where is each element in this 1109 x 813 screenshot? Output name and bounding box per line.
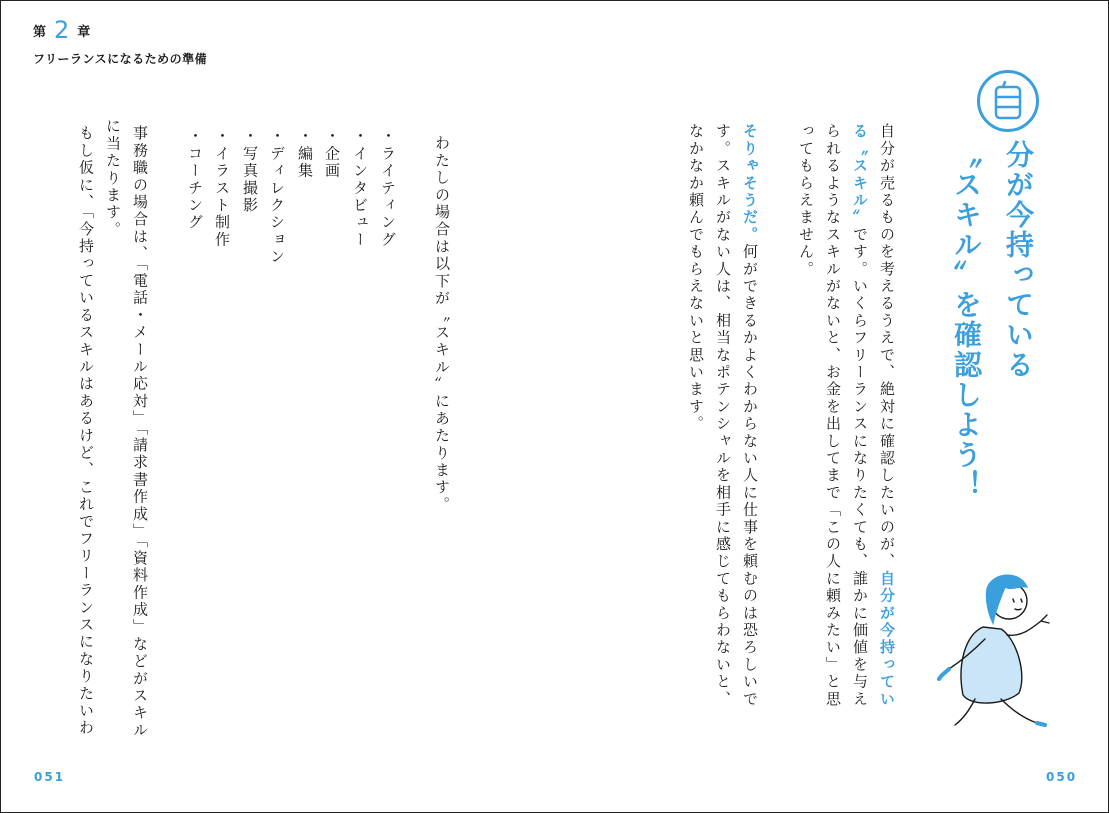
paragraph-1-highlight: 自分が今持っている〝スキル〟 (851, 123, 896, 708)
paragraph-2-highlight: そりゃそうだ。 (741, 123, 759, 244)
skill-item: ・ディレクション (268, 128, 286, 266)
paragraph-3-line-1: 事務職の場合は、「電話・メール応対」「請求書作成」「資料作成」などがスキル (131, 125, 149, 739)
chapter-suffix: 章 (77, 24, 91, 40)
chapter-prefix: 第 (33, 24, 47, 40)
skill-item: ・写真撮影 (241, 128, 259, 214)
skill-item: ・イラスト制作 (213, 128, 231, 249)
intro-sentence: わたしの場合は以下が〝スキル〟にあたります。 (433, 135, 451, 514)
paragraph-3-line-2: に当たります。 (104, 118, 122, 239)
running-girl-illustration (935, 565, 1055, 745)
paragraph-1-text-a: 自分が売るものを考えるうえで、絶対に確認したいのが、 (878, 123, 896, 571)
skill-item: ・編集 (296, 128, 314, 180)
chapter-number: 2 (54, 16, 70, 44)
section-heading-line2: 〝スキル〟を確認しよう！ (950, 140, 983, 500)
section-badge-icon (977, 70, 1039, 132)
paragraph-1-text-b: です。いくらフリーランスになりたくても、誰かに価値を与えられるようなスキルがないと、お金を出してまで「この人に頼みたい」と思ってもらえません。 (797, 123, 869, 708)
skill-item: ・コーチング (186, 128, 204, 232)
section-heading-line1: 分が今持っている (1002, 140, 1035, 380)
skill-item: ・企画 (323, 128, 341, 180)
page-number-left: 051 (34, 770, 66, 784)
chapter-title: フリーランスになるための準備 (33, 52, 208, 66)
chapter-label (33, 18, 207, 42)
paragraph-4-line-1: もし仮に、「今持っているスキルはあるけど、これでフリーランスになりたいわ (77, 125, 95, 737)
paragraph-2 (682, 123, 763, 723)
paragraph-2-text: 何ができるかよくわからない人に仕事を頼むのは恐ろしいです。スキルがない人は、相当なポテンシャルを相手に感じてもらわないと、なかなか頼んでもらえないと思います。 (687, 123, 759, 708)
badge-char-icon (991, 79, 1025, 123)
paragraph-1 (792, 123, 900, 723)
skill-item: ・インタビュー (351, 128, 369, 249)
page-number-right: 050 (1046, 770, 1078, 784)
skill-item: ・ライティング (379, 128, 397, 249)
chapter-header (33, 18, 207, 67)
